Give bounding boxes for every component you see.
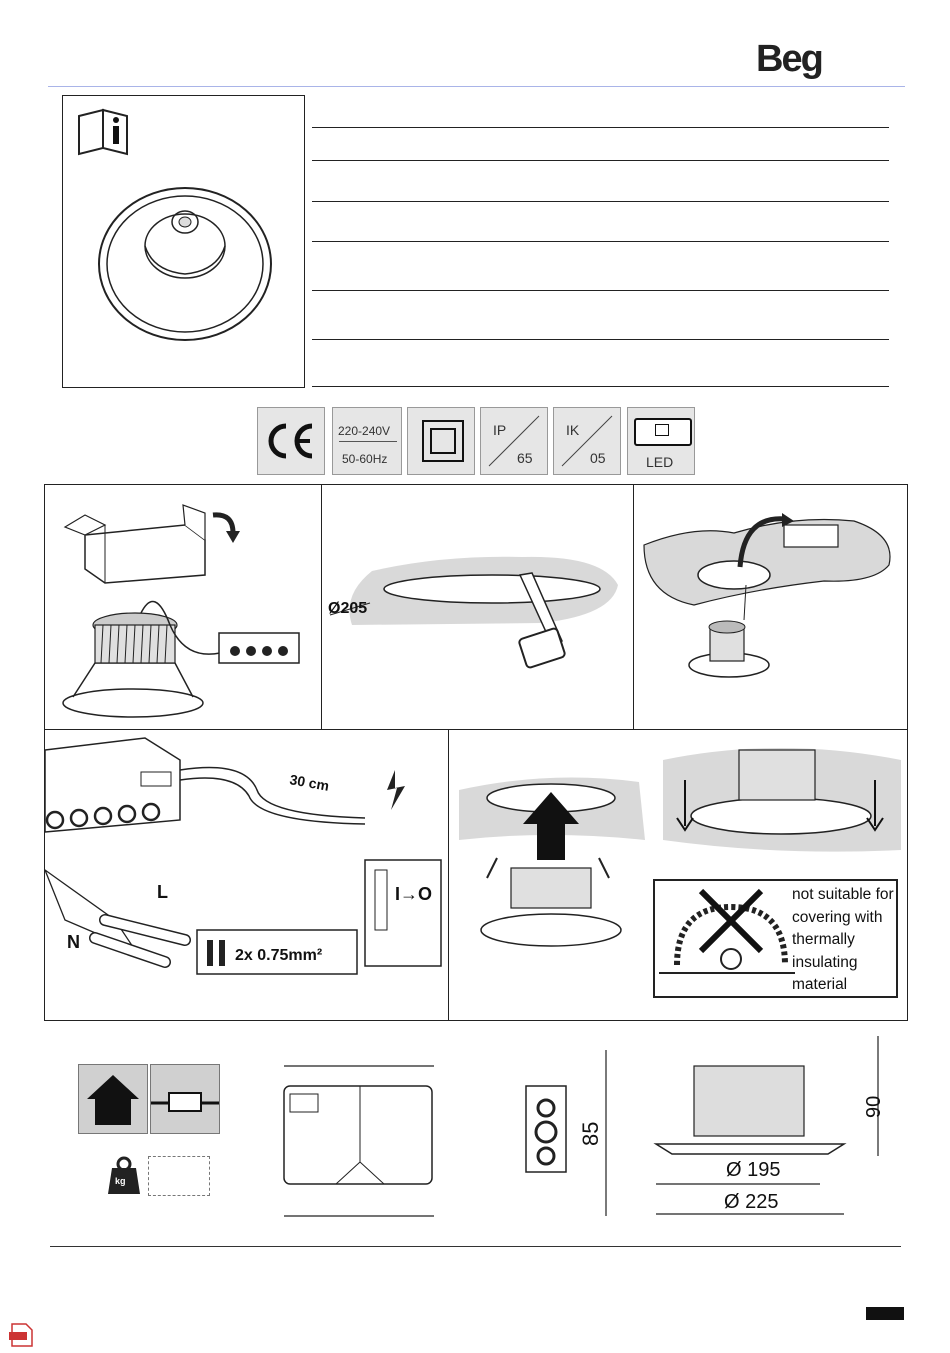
ip-label: IP: [493, 422, 507, 438]
voltage-badge: [332, 407, 402, 475]
weight-icon: [98, 1156, 150, 1196]
ik-value: 05: [590, 450, 606, 466]
cutout-illustration: [322, 485, 633, 729]
spec-line-5: [312, 290, 889, 291]
spec-line-3: [312, 201, 889, 202]
spec-line-1: [312, 127, 889, 128]
brand-logo: Beg: [756, 38, 822, 80]
voltage-hazard-icon: [387, 770, 405, 810]
wire-n-label: N: [67, 932, 80, 952]
weight-value-box: [148, 1156, 210, 1196]
spec-line-4: [312, 241, 889, 242]
indoor-use-icon: [78, 1064, 148, 1134]
driver-top-drawing: [274, 1056, 444, 1226]
voltage-label: 220-240V: [338, 424, 391, 438]
inner-diameter-label: Ø 195: [726, 1159, 781, 1181]
ip-rating-badge: [480, 407, 548, 475]
driver-icon: [150, 1064, 220, 1134]
cutout-diameter-label: Ø205: [328, 600, 368, 617]
manual-info-icon: [79, 110, 127, 154]
step-mounting-panel: [633, 484, 908, 730]
cable-length-label: 30 cm: [288, 771, 331, 794]
outer-diameter-label: Ø 225: [724, 1191, 779, 1213]
ce-mark-icon: [257, 407, 325, 475]
fixture-height-label: 90: [863, 1095, 885, 1118]
footer-divider: [50, 1246, 901, 1247]
unpack-illustration: [45, 485, 321, 729]
product-image-box: [62, 95, 305, 388]
driver-height-label: 85: [578, 1121, 603, 1146]
ik-rating-badge: [553, 407, 621, 475]
led-badge: [627, 407, 695, 475]
step-cutout-panel: [321, 484, 634, 730]
spec-line-7: [312, 386, 889, 387]
frequency-label: 50-60Hz: [342, 452, 388, 466]
wiring-illustration: [45, 730, 448, 1020]
weight-unit: kg: [115, 1176, 126, 1186]
ip-value: 65: [517, 450, 533, 466]
ceiling-mount-illustration: [634, 485, 907, 729]
pdf-icon[interactable]: [8, 1322, 34, 1348]
ik-label: IK: [566, 422, 580, 438]
fixture-side-drawing: [652, 1036, 890, 1224]
wire-l-label: L: [157, 882, 168, 902]
page-number-tag: [866, 1307, 904, 1320]
downlight-drawing: [63, 96, 304, 387]
wire-spec-label: 2x 0.75mm²: [235, 947, 323, 964]
class-ii-icon: [407, 407, 475, 475]
spec-line-6: [312, 339, 889, 340]
step-wiring-panel: [44, 729, 449, 1021]
led-label: LED: [646, 454, 674, 470]
thermal-warning-text: not suitable for covering with thermally insulating material: [792, 886, 894, 993]
thermal-insulation-icon: [655, 881, 796, 996]
header-divider: [48, 86, 905, 87]
step-unpack-panel: [44, 484, 322, 730]
spec-line-2: [312, 160, 889, 161]
driver-side-drawing: [492, 1050, 620, 1226]
switch-off-label: I→O: [395, 884, 433, 904]
